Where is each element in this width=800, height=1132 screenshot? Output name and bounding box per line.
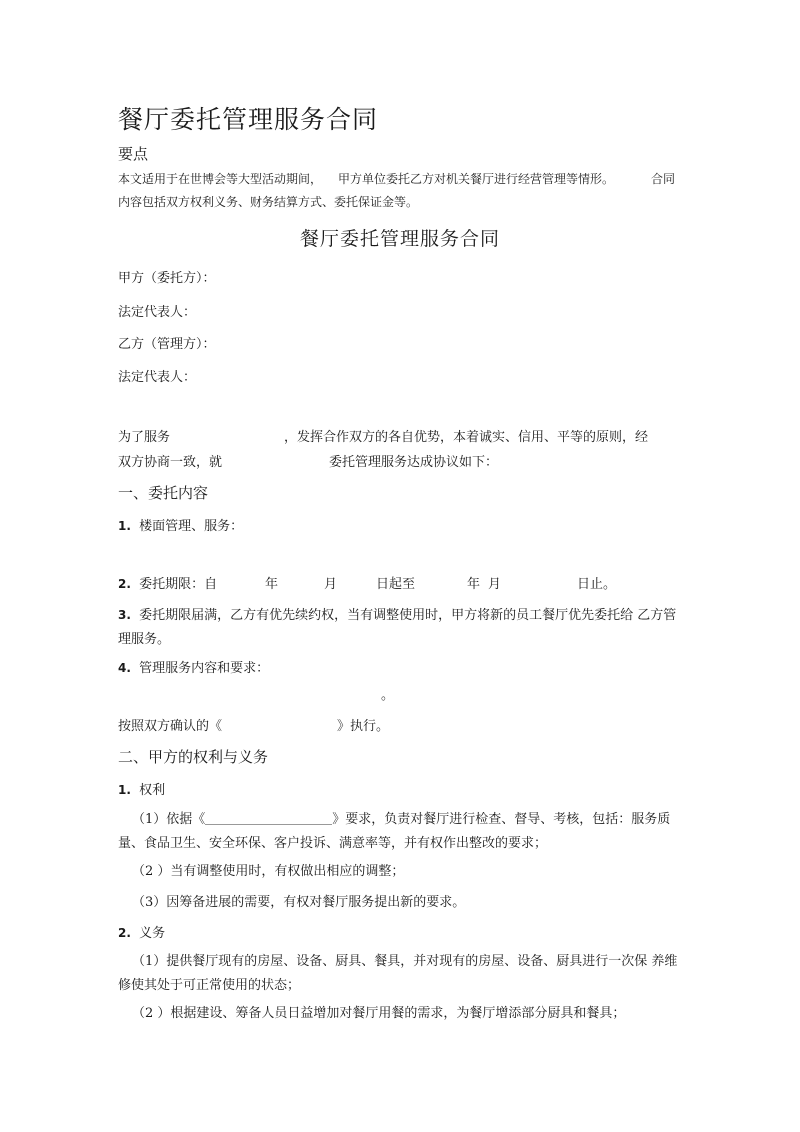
preamble-line-1a: 为了服务 xyxy=(118,430,171,445)
item-4-text: 管理服务内容和要求： xyxy=(139,661,270,676)
duties-heading xyxy=(118,922,165,941)
item-3-text: 委托期限届满，乙方有优先续约权，当有调整使用时，甲方将新的员工餐厅优先委托给 乙方管 xyxy=(139,608,677,623)
item-4-blank-dot: 。 xyxy=(381,688,395,703)
duty-1-line-1: （1）提供餐厅现有的房屋、设备、厨具、餐具，并对现有的房屋、设备、厨具进行一次保 养维 xyxy=(132,954,678,969)
document-title: 餐厅委托管理服务合同 xyxy=(118,105,379,134)
item-1-text: 楼面管理、服务： xyxy=(139,519,244,534)
rights-label: 权利 xyxy=(139,783,166,798)
rights-heading xyxy=(118,779,165,798)
party-b-label: 乙方（管理方）： xyxy=(118,337,216,352)
section-2-heading: 二、甲方的权利与义务 xyxy=(118,748,269,766)
item-2-year-1: 年 xyxy=(265,577,279,592)
item-2-text-a: 委托期限：自 xyxy=(139,577,218,592)
item-4-number: 4. xyxy=(118,661,131,675)
item-3-line-1 xyxy=(118,604,676,623)
right-2: （2 ）当有调整使用时，有权做出相应的调整； xyxy=(132,864,405,879)
rights-number: 1. xyxy=(118,783,131,797)
right-1-prefix: （1）依据《 xyxy=(132,812,206,827)
duty-1-line-2: 修使其处于可正常使用的状态； xyxy=(118,978,301,993)
intro-line-1a: 本文适用于在世博会等大型活动期间， xyxy=(118,172,323,186)
confirm-line-b: 》执行。 xyxy=(337,719,390,734)
item-2-day-until: 日起至 xyxy=(376,577,416,592)
key-points-heading: 要点 xyxy=(118,145,149,163)
item-1 xyxy=(118,515,243,534)
item-3-line-2: 理服务。 xyxy=(118,632,171,647)
section-1-heading: 一、委托内容 xyxy=(118,484,209,502)
intro-line-1c: 合同 xyxy=(651,172,676,186)
right-1-line-2: 量、食品卫生、安全环保、客户投诉、满意率等，并有权作出整改的要求； xyxy=(118,836,548,851)
duties-label: 义务 xyxy=(139,926,166,941)
confirm-line-a: 按照双方确认的《 xyxy=(118,719,223,734)
party-a-representative-label: 法定代表人： xyxy=(118,305,197,320)
contract-title: 餐厅委托管理服务合同 xyxy=(299,228,500,250)
right-1-blank xyxy=(205,811,332,825)
duty-2: （2 ）根据建设、筹备人员日益增加对餐厅用餐的需求，为餐厅增添部分厨具和餐具； xyxy=(132,1006,626,1021)
item-2-month-1: 月 xyxy=(324,577,338,592)
party-a-label: 甲方（委托方）： xyxy=(118,271,216,286)
preamble-line-1b: ，发挥合作双方的各自优势，本着诚实、信用、平等的原则，经 xyxy=(284,430,649,445)
item-2-day-end: 日止。 xyxy=(577,577,617,592)
item-3-number: 3. xyxy=(118,608,131,622)
intro-line-1b: 甲方单位委托乙方对机关餐厅进行经营管理等情形。 xyxy=(338,172,615,186)
item-1-number: 1. xyxy=(118,519,131,533)
party-b-representative-label: 法定代表人： xyxy=(118,370,197,385)
right-1-line-1 xyxy=(132,808,670,827)
preamble-line-2a: 双方协商一致，就 xyxy=(118,455,223,470)
item-2-number: 2. xyxy=(118,577,131,591)
duties-number: 2. xyxy=(118,926,131,940)
item-2 xyxy=(118,573,217,592)
intro-line-2: 内容包括双方权利义务、财务结算方式、委托保证金等。 xyxy=(118,195,419,209)
item-4 xyxy=(118,657,269,676)
right-1-rest: 》要求，负责对餐厅进行检查、督导、考核，包括：服务质 xyxy=(332,812,671,827)
item-2-month-2: 月 xyxy=(488,577,502,592)
preamble-line-2b: 委托管理服务达成协议如下： xyxy=(329,455,499,470)
right-3: （3）因筹备进展的需要，有权对餐厅服务提出新的要求。 xyxy=(132,895,466,910)
item-2-year-2: 年 xyxy=(467,577,481,592)
